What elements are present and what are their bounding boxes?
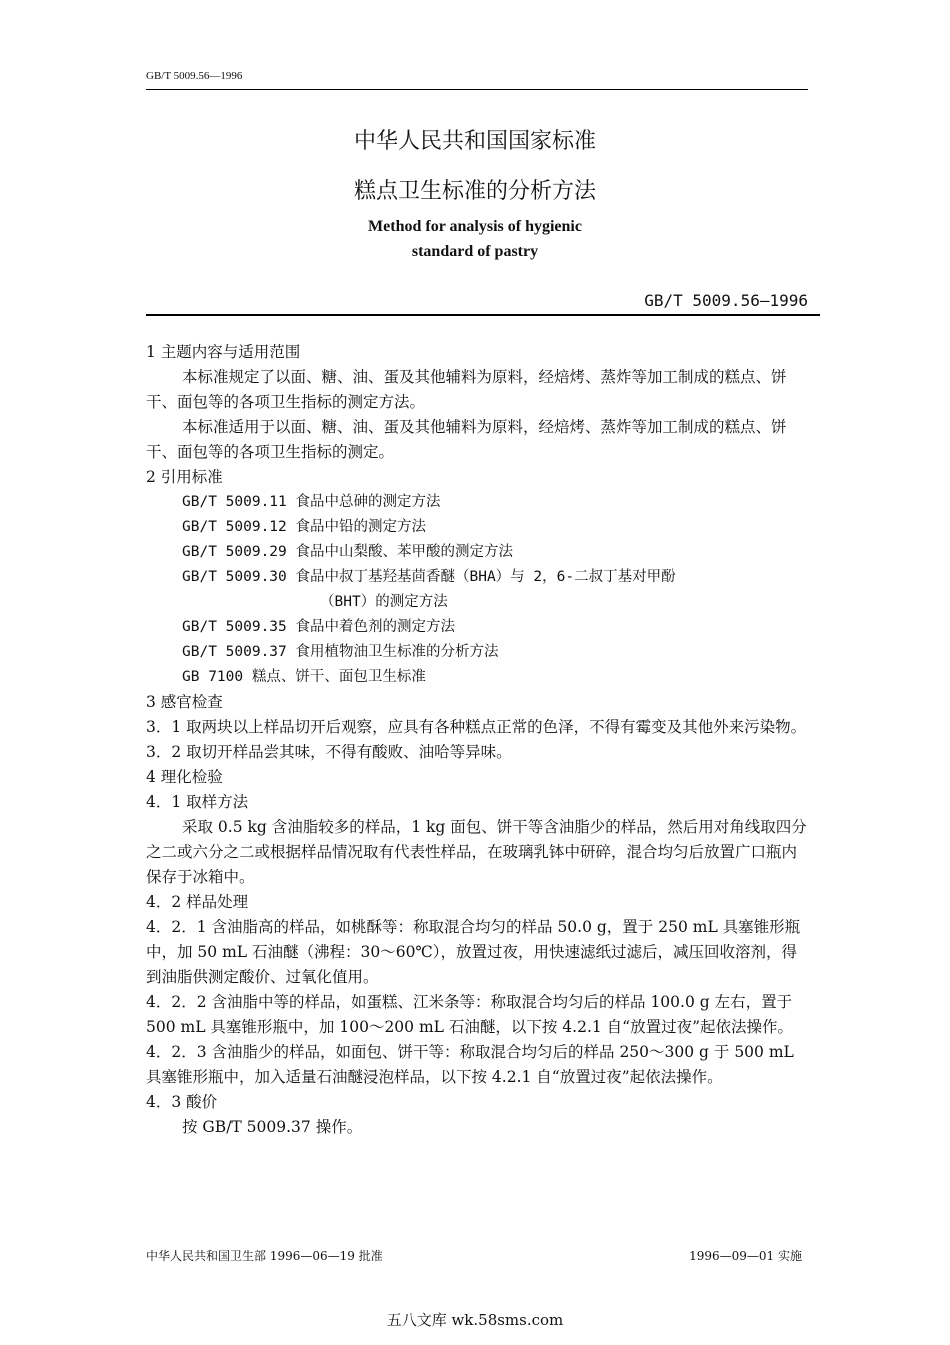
paragraph: 本标准适用于以面、糖、油、蛋及其他辅料为原料，经焙烤、蒸炸等加工制成的糕点、饼干、面包等的各项卫生指标的测定。 <box>146 418 787 461</box>
document-body <box>146 340 810 1140</box>
clause: 3．1 取两块以上样品切开后观察，应具有各种糕点正常的色泽，不得有霉变及其他外来污染物。 <box>146 718 807 736</box>
paragraph: 按 GB/T 5009.37 操作。 <box>182 1118 363 1136</box>
watermark: 五八文库 wk.58sms.com <box>386 1311 564 1329</box>
title-rule <box>146 314 820 316</box>
reference-item: GB/T 5009.12 食品中铅的测定方法 <box>182 519 426 535</box>
section-heading: 2 引用标准 <box>146 468 223 486</box>
title-national-standard: 中华人民共和国国家标准 <box>353 129 596 154</box>
footer-implementation: 1996—09—01 实施 <box>689 1249 802 1263</box>
clause: 4．2．3 含油脂少的样品，如面包、饼干等：称取混合均匀后的样品 250～300 g 于 500 mL 具塞锥形瓶中，加入适量石油醚浸泡样品，以下按 4.2.1 自“放置过夜”起依法操作。 <box>146 1043 794 1086</box>
reference-item: GB/T 5009.30 食品中叔丁基羟基茴香醚（BHA）与 2，6-二叔丁基对甲酚 <box>182 569 676 585</box>
section-heading: 4 理化检验 <box>146 768 223 786</box>
standard-code: GB/T 5009.56—1996 <box>644 291 808 310</box>
subsection-heading: 4．1 取样方法 <box>146 793 249 811</box>
reference-item: GB/T 5009.11 食品中总砷的测定方法 <box>182 494 441 510</box>
paragraph: 采取 0.5 kg 含油脂较多的样品，1 kg 面包、饼干等含油脂少的样品，然后用对角线取四分之二或六分之二或根据样品情况取有代表性样品，在玻璃乳钵中研碎，混合均匀后放置广口瓶内保存于冰箱中。 <box>146 818 807 886</box>
reference-item: GB 7100 糕点、饼干、面包卫生标准 <box>182 669 426 685</box>
title-chinese: 糕点卫生标准的分析方法 <box>353 179 596 204</box>
section-heading: 1 主题内容与适用范围 <box>146 343 301 361</box>
clause: 4．2．2 含油脂中等的样品，如蛋糕、江米条等：称取混合均匀后的样品 100.0 g 左右，置于 500 mL 具塞锥形瓶中，加 100～200 mL 石油醚，以下按 4.2.1 自“放置过夜”起依法操作。 <box>146 993 794 1036</box>
header-standard-code: GB/T 5009.56—1996 <box>146 70 243 82</box>
paragraph: 本标准规定了以面、糖、油、蛋及其他辅料为原料，经焙烤、蒸炸等加工制成的糕点、饼干、面包等的各项卫生指标的测定方法。 <box>146 368 787 411</box>
reference-item-continuation: （BHT）的测定方法 <box>320 594 448 610</box>
footer-approval: 中华人民共和国卫生部 1996—06—19 批准 <box>146 1249 383 1263</box>
reference-item: GB/T 5009.35 食品中着色剂的测定方法 <box>182 619 455 635</box>
title-english-line2: standard of pastry <box>411 243 539 260</box>
reference-item: GB/T 5009.37 食用植物油卫生标准的分析方法 <box>182 644 499 660</box>
subsection-heading: 4．3 酸价 <box>146 1093 218 1111</box>
title-english-line1: Method for analysis of hygienic <box>368 218 582 235</box>
subsection-heading: 4．2 样品处理 <box>146 893 249 911</box>
reference-item: GB/T 5009.29 食品中山梨酸、苯甲酸的测定方法 <box>182 544 513 560</box>
clause: 3．2 取切开样品尝其味，不得有酸败、油哈等异味。 <box>146 743 512 761</box>
clause: 4．2．1 含油脂高的样品，如桃酥等：称取混合均匀的样品 50.0 g，置于 250 mL 具塞锥形瓶中，加 50 mL 石油醚（沸程：30～60℃），放置过夜，用快速滤纸过滤后，减压回收溶剂，得到油脂供测定酸价、过氧化值用。 <box>146 918 801 986</box>
header-rule <box>146 89 808 90</box>
section-heading: 3 感官检查 <box>146 693 223 711</box>
